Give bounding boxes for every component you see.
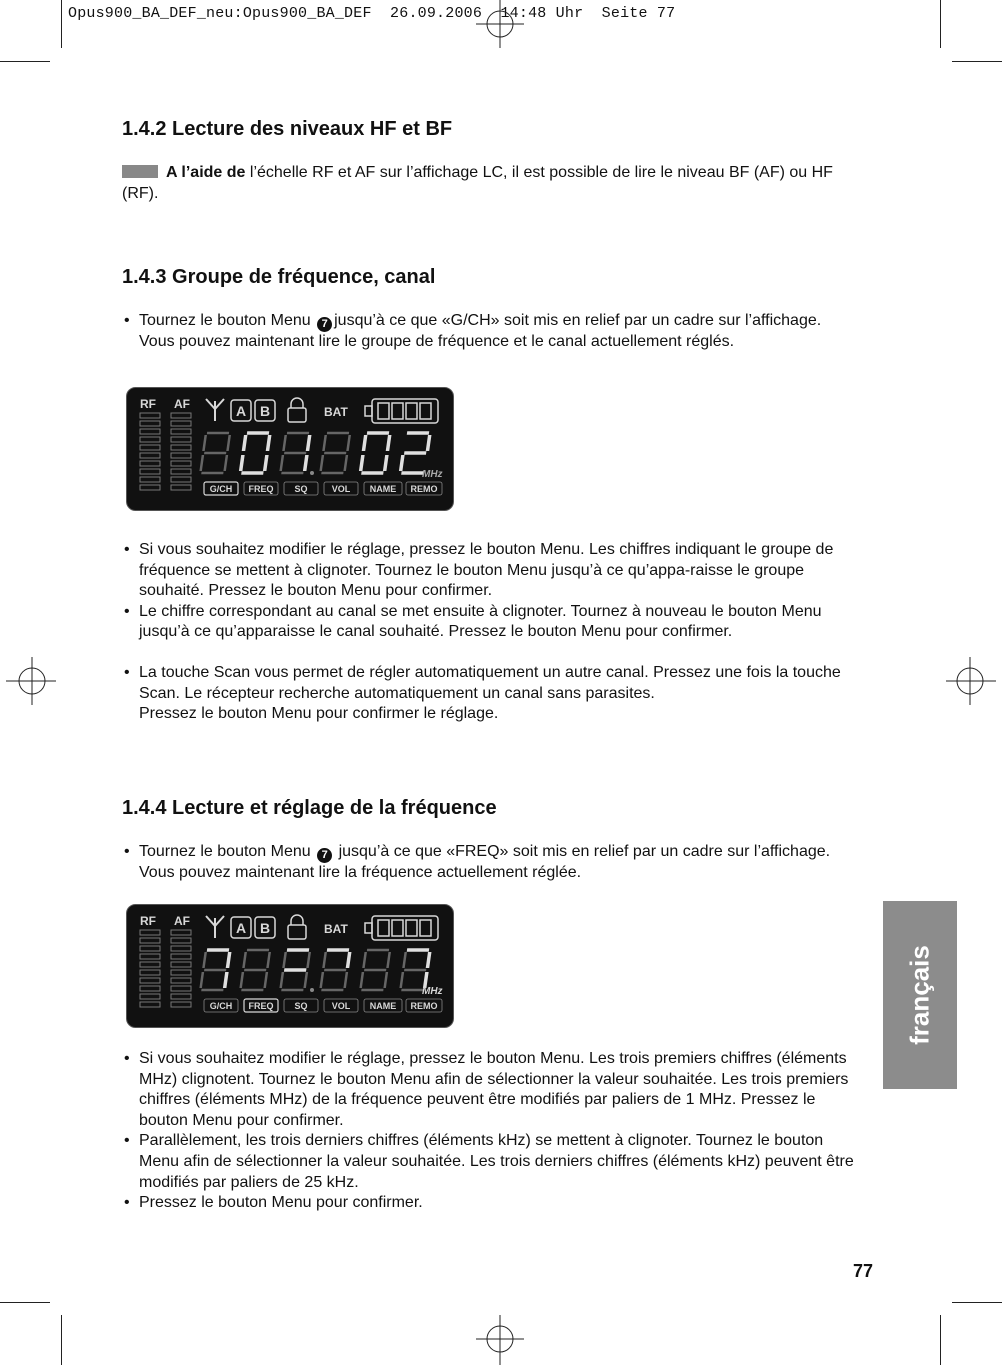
registration-mark-icon [6,655,58,707]
list-item: • Si vous souhaitez modifier le réglage, pressez le bouton Menu. Les trois premiers chiffres (éléments MHz) clignotent. Tournez le bouton Menu afin de sélectionner la valeur souhaitée. Les trois premiers chiffres (éléments MHz) de la fréquence peuvent être modifiés par paliers de 1 MHz. Pressez le bouton Menu pour confirmer. [122,1049,857,1131]
print-slug: Opus900_BA_DEF_neu:Opus900_BA_DEF 26.09.2006 14:48 Uhr Seite 77 [68,5,676,22]
lcd-menu-sq: SQ [294,484,308,494]
lcd-menu-freq: FREQ [248,1001,274,1011]
intro-marker-bar [122,165,158,178]
lcd-menu-freq: FREQ [248,484,274,494]
bullet-list-1-4-4a [122,842,857,884]
list-item: • Tournez le bouton Menu 7 jusqu’à ce que «G/CH» soit mis en relief par un cadre sur l’affichage. Vous pouvez maintenant lire le groupe de fréquence et le canal actuellement réglés. [122,311,857,353]
lcd-menu-remo: REMO [410,1001,438,1011]
lcd-mhz-label: MHz [422,986,443,997]
lcd-display-freq [126,904,454,1028]
crop-mark [952,1302,1002,1303]
menu-knob-7-icon: 7 [317,848,332,863]
lcd-bat-label: BAT [324,405,348,419]
section-heading-1-4-2: 1.4.2 Lecture des niveaux HF et BF [122,118,453,140]
lcd-bat-label: BAT [324,922,348,936]
crop-mark [940,1315,941,1365]
bullet-list-1-4-3a [122,311,857,353]
crop-mark [0,61,50,62]
crop-mark [0,1302,50,1303]
lcd-menu-remo: REMO [410,484,438,494]
menu-knob-7-icon: 7 [317,317,332,332]
registration-mark-icon [944,655,996,707]
list-item: • Si vous souhaitez modifier le réglage, pressez le bouton Menu. Les chiffres indiquant le groupe de fréquence se mettent à clignoter. Tournez le bouton Menu jusqu’à ce qu’appa-raisse le groupe souhaité. Pressez le bouton Menu pour confirmer. [122,540,857,602]
bullet-list-1-4-3b [122,540,857,725]
list-item: • Le chiffre correspondant au canal se met ensuite à clignoter. Tournez à nouveau le bouton Menu jusqu’à ce qu’apparaisse le canal souhaité. Pressez le bouton Menu pour confirmer. [122,602,857,643]
lcd-a-label: A [236,920,247,936]
lcd-rf-label: RF [140,397,156,411]
list-item: • Pressez le bouton Menu pour confirmer. [122,1193,857,1214]
lcd-menu-name: NAME [369,484,397,494]
registration-mark-icon [474,0,526,52]
list-item: • La touche Scan vous permet de régler automatiquement un autre canal. Pressez une fois la touche Scan. Le récepteur recherche automatiquement un canal sans parasites. Pressez le bouton Menu pour confirmer le réglage. [122,663,857,725]
lcd-rf-label: RF [140,914,156,928]
lcd-menu-name: NAME [369,1001,397,1011]
intro-bold: A l’aide de [166,164,246,181]
lcd-menu-vol: VOL [331,484,351,494]
intro-paragraph [122,162,852,204]
lcd-mhz-label: MHz [422,469,443,480]
crop-mark [952,61,1002,62]
lcd-menu-gch: G/CH [209,484,233,494]
language-tab [883,901,957,1089]
lcd-menu-sq: SQ [294,1001,308,1011]
lcd-a-label: A [236,403,247,419]
lcd-af-label: AF [174,914,190,928]
crop-mark [61,1315,62,1365]
registration-mark-icon [474,1313,526,1365]
lcd-menu-gch: G/CH [209,1001,233,1011]
crop-mark [61,0,62,48]
section-heading-1-4-3: 1.4.3 Groupe de fréquence, canal [122,266,436,288]
lcd-af-label: AF [174,397,190,411]
crop-mark [940,0,941,48]
list-item: • Parallèlement, les trois derniers chiffres (éléments kHz) se mettent à clignoter. Tournez le bouton Menu afin de sélectionner la valeur souhaitée. Les trois derniers chiffres (éléments kHz) peuvent être modifiés par paliers de 25 kHz. [122,1131,857,1193]
list-item: • Tournez le bouton Menu 7 jusqu’à ce que «FREQ» soit mis en relief par un cadre sur l’affichage. Vous pouvez maintenant lire la fréquence actuellement réglée. [122,842,857,884]
bullet-list-1-4-4b [122,1049,857,1214]
lcd-menu-vol: VOL [331,1001,351,1011]
lcd-display-gch [126,387,454,511]
intro-text: l’échelle RF et AF sur l’affichage LC, il est possible de lire le niveau BF (AF) ou HF (RF). [122,164,833,202]
section-heading-1-4-4: 1.4.4 Lecture et réglage de la fréquence [122,797,497,819]
language-tab-label: français [904,945,935,1045]
page-number: 77 [853,1261,874,1281]
lcd-b-label: B [260,403,271,419]
lcd-b-label: B [260,920,271,936]
